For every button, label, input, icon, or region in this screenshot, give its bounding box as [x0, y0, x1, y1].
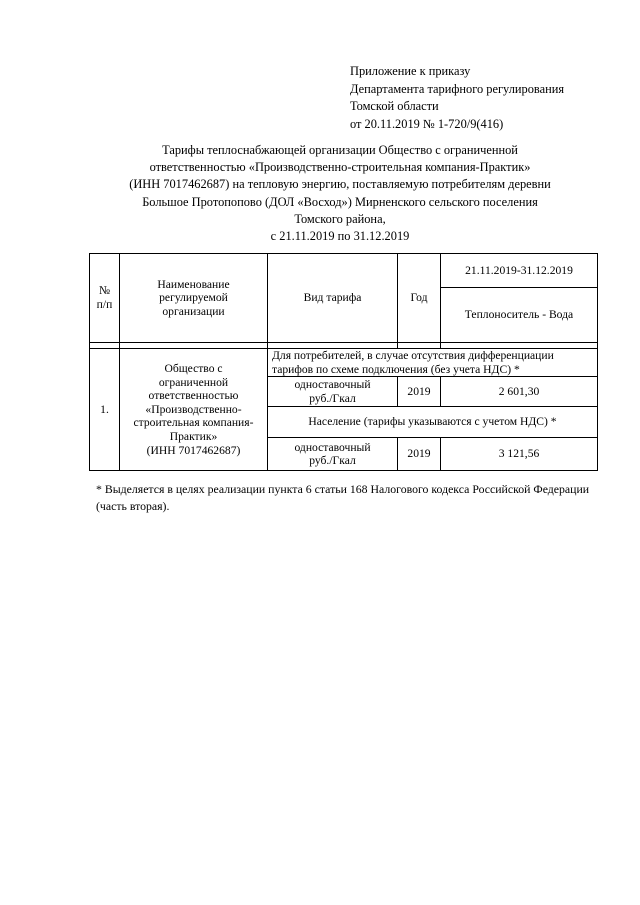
tariff2-year: 2019	[398, 438, 441, 471]
title-line-4: Большое Протопопово (ДОЛ «Восход») Мирненского сельского поселения	[142, 194, 538, 209]
tariff2-value: 3 121,56	[441, 438, 598, 471]
title-line-1: Тарифы теплоснабжающей организации Общество с ограниченной	[162, 143, 518, 157]
header-number: № п/п	[90, 254, 120, 343]
section-population: Население (тарифы указываются с учетом НДС) *	[268, 407, 598, 438]
annex-block	[350, 63, 564, 133]
title-line-2: ответственностью «Производственно-строительная компания-Практик»	[149, 160, 531, 175]
header-tariff-type: Вид тарифа	[268, 254, 398, 343]
document-title	[80, 142, 600, 245]
tariff1-value: 2 601,30	[441, 377, 598, 407]
tariff2-type: одноставочный руб./Гкал	[268, 438, 398, 471]
header-organization: Наименование регулируемой организации	[120, 254, 268, 343]
section-consumers: Для потребителей, в случае отсутствия дифференциации тарифов по схеме подключения (без учета НДС) *	[268, 349, 598, 377]
table-row	[90, 349, 598, 377]
annex-line-1: Приложение к приказу	[350, 64, 471, 78]
title-line-6: с 21.11.2019 по 31.12.2019	[270, 229, 410, 244]
annex-line-3: Томской области	[350, 99, 439, 113]
tariff1-year: 2019	[398, 377, 441, 407]
row-number: 1.	[90, 349, 120, 471]
tariff-table	[89, 253, 598, 471]
annex-line-2: Департамента тарифного регулирования	[350, 81, 565, 96]
footnote: * Выделяется в целях реализации пункта 6 статьи 168 Налогового кодекса Российской Федерации (часть вторая).	[96, 482, 590, 513]
header-heat-carrier: Теплоноситель - Вода	[441, 288, 598, 343]
tariff1-type: одноставочный руб./Гкал	[268, 377, 398, 407]
annex-line-4: от 20.11.2019 № 1-720/9(416)	[350, 116, 504, 131]
header-period: 21.11.2019-31.12.2019	[441, 254, 598, 288]
row-organization: Общество с ограниченной ответственностью «Производственно- строительная компания- Практик» (ИНН 7017462687)	[120, 349, 268, 471]
title-line-5: Томского района,	[294, 211, 386, 226]
header-year: Год	[398, 254, 441, 343]
title-line-3: (ИНН 7017462687) на тепловую энергию, поставляемую потребителям деревни	[129, 177, 551, 192]
table-header-row-1	[90, 254, 598, 288]
